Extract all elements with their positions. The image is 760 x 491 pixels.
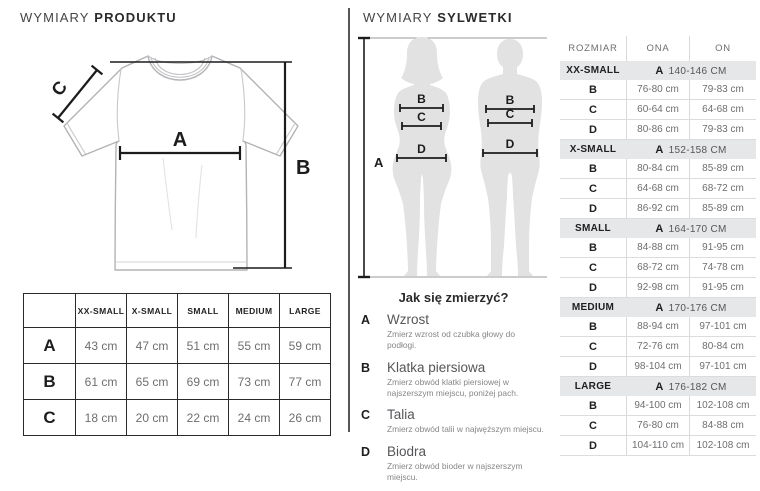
on-value: 79-83 cm — [702, 124, 744, 135]
dimension-value: 20 cm — [127, 400, 178, 436]
dim-label: B — [589, 320, 597, 333]
product-title-regular: WYMIARY — [20, 10, 90, 25]
how-to-term: Klatka piersiowa — [387, 359, 486, 375]
ona-value: 80-84 cm — [626, 159, 690, 178]
body-dim-label-c: C — [417, 110, 426, 124]
ona-value: 88-94 cm — [626, 317, 690, 336]
measurement-row — [560, 159, 756, 179]
dim-label: B — [589, 83, 597, 96]
dimension-value: 55 cm — [229, 328, 280, 364]
body-dim-label-b: B — [417, 92, 426, 106]
size-name: MEDIUM — [571, 302, 615, 313]
column-header-ona: ONA — [626, 36, 690, 61]
tshirt-outline — [64, 56, 298, 270]
measurement-row — [560, 278, 756, 298]
ona-value: 72-76 cm — [626, 337, 690, 356]
how-to-desc: Zmierz obwód bioder w najszerszym miejscu. — [387, 460, 523, 483]
dim-a-value: 176-182 CM — [668, 381, 727, 393]
how-to-term: Wzrost — [387, 312, 429, 327]
body-title-bold: SYLWETKI — [437, 10, 513, 25]
ona-value: 104-110 cm — [626, 436, 690, 455]
on-value: 80-84 cm — [702, 341, 744, 352]
product-table-header-row — [24, 294, 331, 328]
how-to-letter: C — [361, 408, 371, 423]
body-dim-label-d: D — [417, 142, 426, 156]
on-value: 97-101 cm — [699, 321, 747, 332]
size-column-header: X-SMALL — [127, 294, 178, 328]
measurement-row — [560, 258, 756, 278]
dim-label: B — [589, 241, 597, 254]
ona-value: 94-100 cm — [626, 396, 690, 415]
female-silhouette — [393, 37, 452, 276]
ona-value: 92-98 cm — [626, 278, 690, 297]
product-dimensions-title — [20, 10, 177, 25]
dim-label: C — [589, 182, 597, 195]
dim-label: C — [589, 103, 597, 116]
dim-label: C — [589, 340, 597, 353]
dim-a-label: A — [655, 143, 664, 156]
size-group-header — [560, 140, 756, 159]
size-group-header — [560, 298, 756, 317]
dim-label: C — [589, 419, 597, 432]
dim-a-value: 152-158 CM — [668, 144, 727, 156]
corner-cell — [24, 294, 76, 328]
size-name: LARGE — [574, 381, 612, 392]
dim-a-value: 164-170 CM — [668, 223, 727, 235]
how-to-letter: D — [361, 444, 371, 459]
ona-value: 86-92 cm — [626, 199, 690, 218]
size-height-range — [626, 223, 756, 235]
size-height-range — [626, 381, 756, 393]
tshirt-diagram — [20, 40, 342, 292]
dimension-value: 22 cm — [178, 400, 229, 436]
dimension-value: 77 cm — [280, 364, 331, 400]
size-height-range — [626, 144, 756, 156]
table-row — [24, 400, 331, 436]
ona-value: 76-80 cm — [626, 416, 690, 435]
size-column-header: SMALL — [178, 294, 229, 328]
on-value: 91-95 cm — [702, 282, 744, 293]
size-name: X-SMALL — [569, 144, 617, 155]
dim-a-label: A — [655, 380, 664, 393]
size-column-header: MEDIUM — [229, 294, 280, 328]
how-to-term: Talia — [387, 407, 415, 423]
dimension-label: A — [24, 328, 76, 364]
on-value: 74-78 cm — [702, 262, 744, 273]
how-to-term: Biodra — [387, 443, 427, 459]
body-dim-label-d: D — [505, 137, 515, 151]
dimension-value: 69 cm — [178, 364, 229, 400]
size-group-header — [560, 61, 756, 80]
dimension-value: 43 cm — [76, 328, 127, 364]
ona-value: 98-104 cm — [626, 357, 690, 376]
dim-a-label: A — [655, 222, 664, 235]
measurement-row — [560, 80, 756, 100]
dim-label: D — [589, 123, 597, 136]
how-to-desc: Zmierz wzrost od czubka głowy do podłogi. — [387, 329, 515, 351]
ona-value: 64-68 cm — [626, 179, 690, 198]
on-value: 85-89 cm — [702, 203, 744, 214]
body-silhouettes-diagram — [350, 28, 550, 285]
male-silhouette — [478, 39, 542, 276]
size-column-header: XX-SMALL — [76, 294, 127, 328]
measurement-row — [560, 317, 756, 337]
size-name: SMALL — [575, 223, 611, 234]
on-value: 84-88 cm — [702, 420, 744, 431]
product-title-bold: PRODUKTU — [94, 10, 177, 25]
how-to-desc: Zmierz obwód klatki piersiowej w najszerszym miejscu, poniżej pach. — [387, 376, 519, 399]
on-value: 91-95 cm — [702, 242, 744, 253]
on-value: 102-108 cm — [696, 440, 750, 451]
body-size-table — [560, 36, 756, 456]
measurement-row — [560, 416, 756, 436]
size-height-range — [626, 65, 756, 77]
size-group-header — [560, 219, 756, 238]
dim-label: C — [589, 261, 597, 274]
how-to-measure — [361, 290, 546, 491]
table-row — [24, 328, 331, 364]
product-size-table — [23, 293, 331, 436]
on-value: 64-68 cm — [702, 104, 744, 115]
dimension-label: C — [24, 400, 76, 436]
dim-a-value: 140-146 CM — [668, 65, 727, 77]
on-value: 97-101 cm — [699, 361, 747, 372]
how-to-desc: Zmierz obwód talii w najwęższym miejscu. — [387, 424, 544, 435]
size-group-header — [560, 377, 756, 396]
dimension-label: B — [24, 364, 76, 400]
measurement-row — [560, 120, 756, 140]
measurement-row — [560, 100, 756, 120]
body-dimensions-title — [363, 10, 513, 25]
size-name: XX-SMALL — [566, 65, 620, 76]
how-to-letter: A — [361, 313, 371, 327]
how-to-title: Jak się zmierzyć? — [398, 290, 509, 305]
body-dim-label-c: C — [505, 107, 515, 121]
dimension-value: 18 cm — [76, 400, 127, 436]
measurement-row — [560, 357, 756, 377]
dimension-value: 47 cm — [127, 328, 178, 364]
body-dim-label-b: B — [505, 93, 515, 107]
ona-value: 68-72 cm — [626, 258, 690, 277]
dim-a-value: 170-176 CM — [668, 302, 727, 314]
dim-label-c: C — [47, 77, 72, 100]
table-row — [24, 364, 331, 400]
dimension-value: 61 cm — [76, 364, 127, 400]
on-value: 79-83 cm — [702, 84, 744, 95]
how-to-item — [361, 444, 546, 484]
how-to-letter: B — [361, 360, 371, 375]
dimension-value: 73 cm — [229, 364, 280, 400]
measurement-row — [560, 396, 756, 416]
column-header-rozmiar: ROZMIAR — [568, 43, 618, 54]
dim-a-label: A — [655, 64, 664, 77]
column-header-on: ON — [715, 43, 731, 54]
dimension-value: 26 cm — [280, 400, 331, 436]
measurement-row — [560, 337, 756, 357]
how-to-item — [361, 312, 546, 352]
dim-label: B — [589, 399, 597, 412]
dim-label: D — [589, 281, 597, 294]
measurement-row — [560, 199, 756, 219]
measurement-row — [560, 436, 756, 456]
ona-value: 76-80 cm — [626, 80, 690, 99]
dim-label: D — [589, 439, 597, 452]
measurement-row — [560, 238, 756, 258]
body-title-regular: WYMIARY — [363, 10, 433, 25]
dim-label-b: B — [296, 157, 311, 179]
dimension-value: 51 cm — [178, 328, 229, 364]
ona-value: 84-88 cm — [626, 238, 690, 257]
dimension-value: 24 cm — [229, 400, 280, 436]
size-height-range — [626, 302, 756, 314]
on-value: 102-108 cm — [696, 400, 750, 411]
dimension-value: 59 cm — [280, 328, 331, 364]
on-value: 85-89 cm — [702, 163, 744, 174]
body-dim-label-a: A — [374, 155, 384, 170]
dimension-value: 65 cm — [127, 364, 178, 400]
dim-label: D — [589, 202, 597, 215]
how-to-item — [361, 407, 546, 435]
ona-value: 80-86 cm — [626, 120, 690, 139]
how-to-item — [361, 360, 546, 400]
dim-label-a: A — [172, 129, 188, 151]
measurement-row — [560, 179, 756, 199]
on-value: 68-72 cm — [702, 183, 744, 194]
collar-rib-line — [155, 58, 205, 75]
size-column-header: LARGE — [280, 294, 331, 328]
dim-label: B — [589, 162, 597, 175]
size-table-header-row — [560, 36, 756, 61]
ona-value: 60-64 cm — [626, 100, 690, 119]
dim-a-label: A — [655, 301, 664, 314]
dim-label: D — [589, 360, 597, 373]
